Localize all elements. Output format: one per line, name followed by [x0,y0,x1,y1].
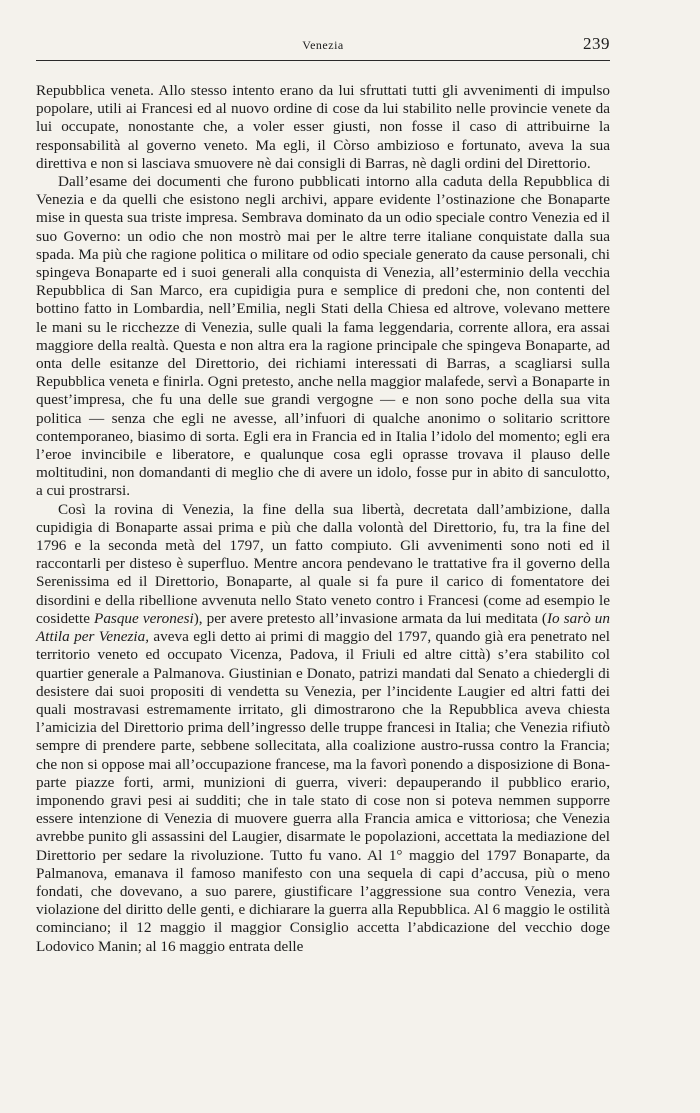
running-header [36,30,610,61]
running-title: Venezia [302,38,344,52]
body-paragraph: Repubblica veneta. Allo stesso intento erano da lui sfruttati tutti gli avvenimenti di impulso popolare, utili ai Francesi ed al nuovo ordine di cose da lui stabilito nelle provincie venete da lui occupate, nonostante che, a voler esser giusti, non fosse il caso di attribuirne la responsabilità al governo veneto. Ma egli, il Còrso ambizioso e fortunato, aveva la sua direttiva e non si lasciava smuovere nè dai consigli di Barras, nè dagli ordini del Direttorio. [36,82,610,172]
body-paragraph: Così la rovina di Venezia, la fine della sua libertà, decretata dall’ambizione, dalla cupidigia di Bonaparte assai prima e più che dalla volontà del Direttorio, fu, tra la fine del 1796 e la seconda metà del 1797, un fatto compiuto. Gli avvenimenti sono noti ed il raccontarli per disteso è superfluo. Mentre ancora pendevano le trattative fra il governo della Serenissima ed il Direttorio, Bonaparte, al quale si fa pure il carico di fomentatore dei disordini e della ribellione avvenuta nello Stato veneto contro i Francesi (come ad esempio le cosidette Pasque veronesi), per avere pretesto all’invasione armata da lui meditata (Io sarò un Attila per Venezia, aveva egli detto ai primi di maggio del 1797, quando già era penetrato nel territorio veneto ed occupato Vicenza, Padova, il Friuli ed altre città) s’era stabilito col quartier generale a Palmanova. Giustinian e Donato, patrizi mandati dal Senato a chiedergli di desistere dai suoi propositi di vendetta su Venezia, per l’incidente Laugier ed altri fatti dei quali mostravasi estremamente irritato, gli dimostrarono che la Repubblica aveva chiesta l’amicizia del Direttorio prima dell’ingresso delle truppe francesi in Italia; che Venezia rifiutò sempre di prendere parte, sebbene sollecitata, alla coalizione austro-russa contro la Francia; che non si oppose mai all’occupazione francese, ma la favorì ponendo a disposizione di Bonaparte piazze forti, armi, munizioni di guerra, viveri: depauperando il pubblico erario, imponendo gravi pesi ai sudditi; che in tale stato di cose non si poteva nemmen supporre essere intenzione di Venezia di muovere guerra alla Francia amica e vittoriosa; che Venezia avrebbe punito gli assassini del Laugier, disarmate le popolazioni, accettata la mediazione del Direttorio per sedare la rivoluzione. Tutto fu vano. Al 1° maggio del 1797 Bonaparte, da Palmanova, emanava il famoso manifesto con una sequela di capi d’accusa, più o meno fondati, che dovevano, a suo parere, giustificare l’aggressione sua contro Venezia, vera violazione del diritto delle genti, e dichiarare la guerra alla Repubblica. Al 6 maggio le ostilità cominciano; il 12 maggio il maggior Consiglio accetta l’abdicazione del vecchio doge Lodovico Manin; al 16 maggio entrata delle [36,500,611,955]
body-paragraph: Dall’esame dei documenti che furono pubblicati intorno alla caduta della Repubblica di Venezia e da quelli che esistono negli archivi, appare evidente l’ostinazione che Bonaparte mise in questa sua triste impresa. Sembrava dominato da un odio speciale contro Venezia ed il suo Governo: un odio che non mostrò mai per le altre terre italiane conquistate dalla sua spada. Ma più che ragione politica o militare od odio speciale generato da cause personali, chi spingeva Bonaparte ed i suoi generali alla conquista di Venezia, all’esterminio della vecchia Repubblica di San Marco, era cupidigia pura e semplice di predoni che, non contenti del bottino fatto in Lombardia, nell’Emilia, negli Stati della Chiesa ed altrove, volevano mettere le mani su le ricchezze di Venezia, sulle quali la fama leggendaria, corrente allora, era assai maggiore della realtà. Questa e non altra era la ragione principale che spingeva Bonaparte, ad onta delle esitanze del Direttorio, dei richiami interessati di Barras, a scagliarsi sulla Repubblica veneta e finirla. Ogni pretesto, anche nella maggior malafede, servì a Bonaparte in quest’impresa, che fu una delle sue grandi vergogne — e non sono poche della sua vita politica — senza che egli ne avesse, all’infuori di qualche anonimo o solitario scrittore contemporaneo, biasimo di sorta. Egli era in Francia ed in Italia l’idolo del momento; egli era l’eroe invincibile e liberatore, e qualunque cosa egli oprasse trovava il plauso delle moltitudini, non domandanti di meglio che di avere un idolo, fosse pur in abito di sanculotto, a cui prostrarsi. [36,173,610,500]
page-number: 239 [583,34,610,53]
body-text [36,82,610,956]
italic-phrase: Pasque veronesi [94,609,194,627]
italic-phrase: Io sarò un Attila per Venezia, [36,609,610,646]
book-page [36,30,610,956]
